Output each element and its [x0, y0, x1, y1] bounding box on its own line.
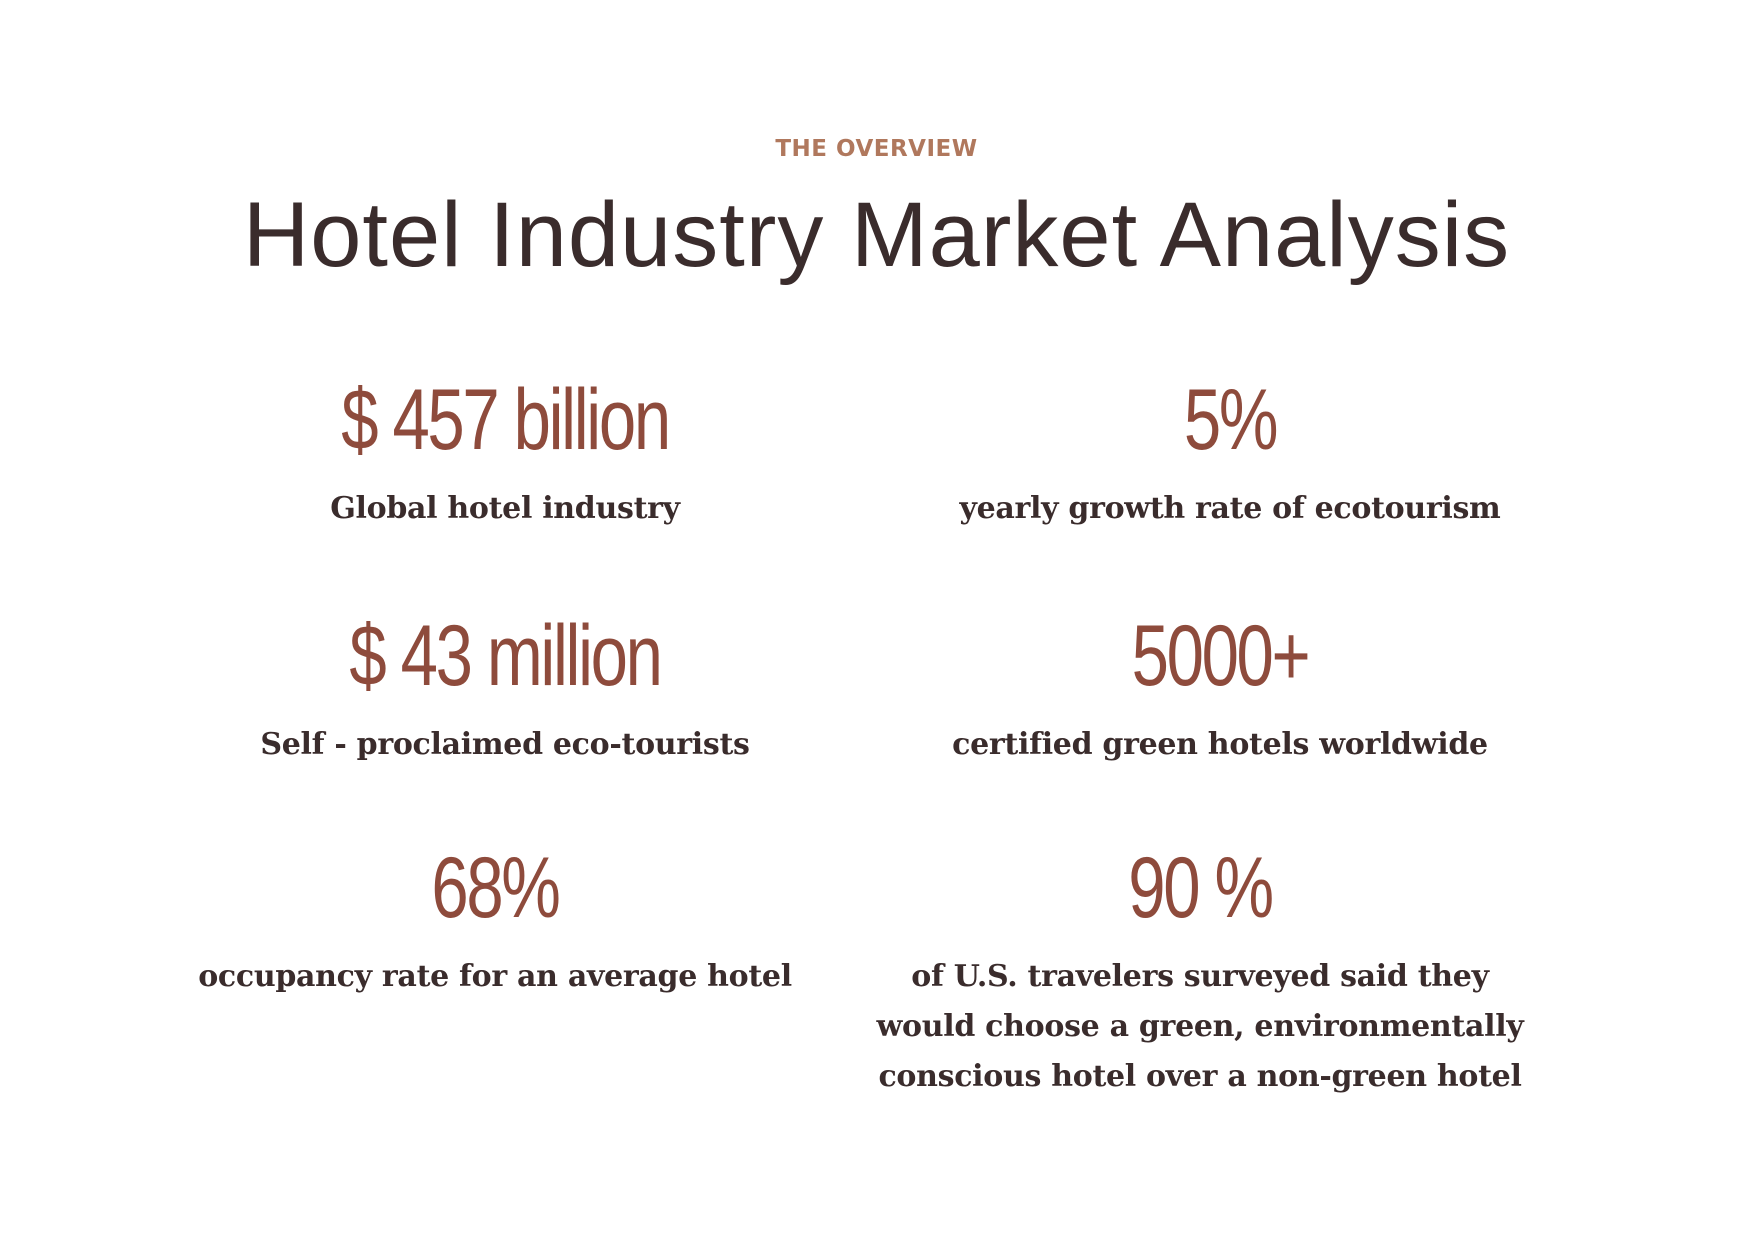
- stat-caption: occupancy rate for an average hotel: [198, 959, 792, 994]
- stat-block-ecotourism-growth: [900, 372, 1560, 534]
- stat-caption: Self - proclaimed eco-tourists: [260, 727, 750, 762]
- page-title: Hotel Industry Market Analysis: [242, 184, 1511, 286]
- stat-caption: of U.S. travelers surveyed said they would choose a green, environmentally conscious hotel over a non-green hotel: [876, 959, 1524, 1094]
- stat-value: $ 457 billion: [341, 372, 669, 468]
- stat-value: $ 43 million: [349, 608, 661, 704]
- stat-caption: certified green hotels worldwide: [952, 727, 1488, 762]
- stat-block-global-industry: [180, 372, 830, 534]
- stat-block-occupancy-rate: [180, 840, 810, 1002]
- stat-caption: Global hotel industry: [330, 491, 680, 526]
- stat-block-us-travelers: [860, 840, 1540, 1102]
- stat-value: 5%: [1183, 372, 1277, 468]
- stat-value: 5000+: [1131, 608, 1309, 704]
- stat-block-green-hotels: [900, 608, 1540, 770]
- overview-eyebrow: THE OVERVIEW: [775, 136, 978, 162]
- stat-value: 90 %: [1128, 840, 1272, 936]
- stat-value: 68%: [431, 840, 559, 936]
- stat-block-eco-tourists: [180, 608, 830, 770]
- stat-caption: yearly growth rate of ecotourism: [959, 491, 1501, 526]
